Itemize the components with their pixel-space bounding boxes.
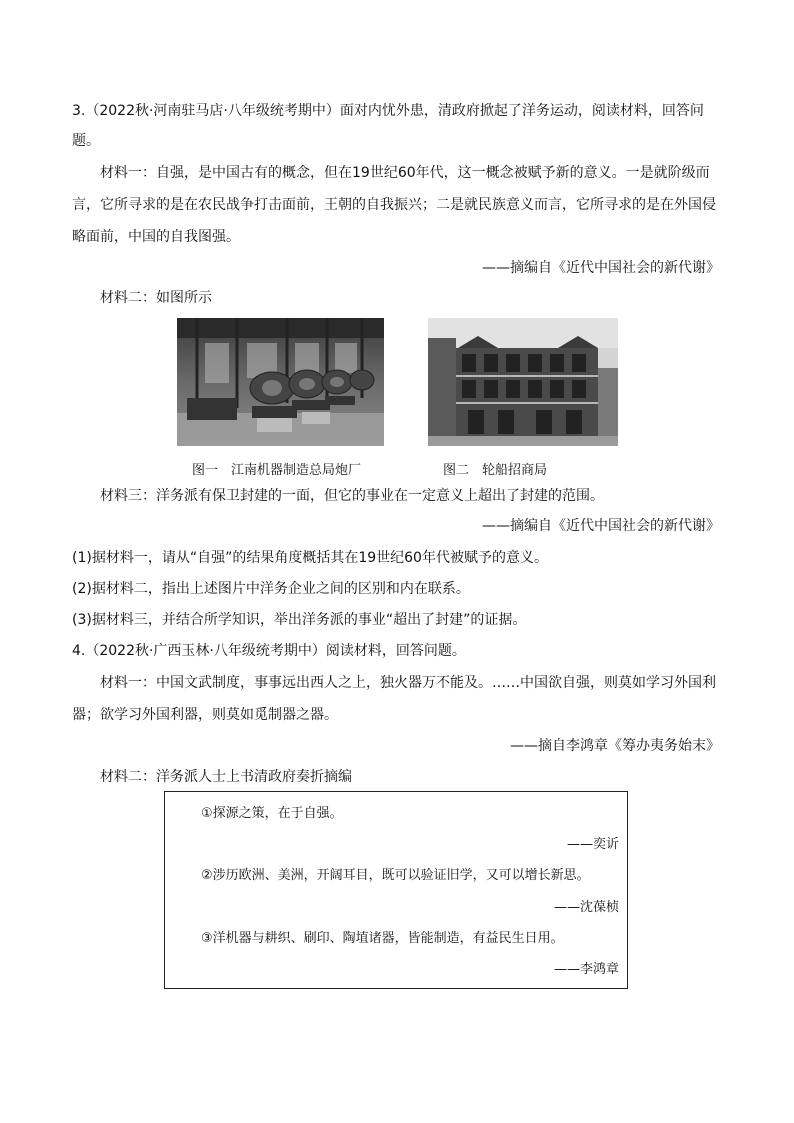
figure1-factory-photo xyxy=(177,318,384,446)
q4-material1-source: ——摘自李鸿章《筹办夷务始末》 xyxy=(510,738,720,754)
q3-subquestion-3: (3)据材料三，并结合所学知识，举出洋务派的事业“超出了封建”的证据。 xyxy=(72,612,527,628)
q3-material3-source: ——摘编自《近代中国社会的新代谢》 xyxy=(482,518,720,534)
quote-1-text: ①探源之策，在于自强。 xyxy=(201,806,343,821)
q4-material2-label: 材料二：洋务派人士上书清政府奏折摘编 xyxy=(100,769,352,785)
quote-2-text: ②涉历欧洲、美洲，开阔耳目，既可以验证旧学，又可以增长新思。 xyxy=(201,868,590,883)
quote-3-text: ③洋机器与耕织、刷印、陶埴诸器，皆能制造，有益民生日用。 xyxy=(201,931,564,946)
figure2-caption: 图二 轮船招商局 xyxy=(443,463,548,478)
q4-material1-line1: 材料一：中国文武制度，事事远出西人之上，独火器万不能及。……中国欲自强，则莫如学习外国利 xyxy=(100,675,716,691)
memorial-excerpt-box xyxy=(164,791,628,989)
q3-intro-line2: 题。 xyxy=(72,133,100,149)
q3-material1-line3: 略面前，中国的自我图强。 xyxy=(72,229,240,245)
q3-material1-line2: 言，它所寻求的是在农民战争打击面前，王朝的自我振兴；二是就民族意义而言，它所寻求的是在外国侵 xyxy=(72,197,716,213)
q3-material2-label: 材料二：如图所示 xyxy=(100,290,212,306)
q3-subquestion-2: (2)据材料二，指出上述图片中洋务企业之间的区别和内在联系。 xyxy=(72,581,470,597)
q3-subquestion-1: (1)据材料一，请从“自强”的结果角度概括其在19世纪60年代被赋予的意义。 xyxy=(72,550,548,566)
building-illustration xyxy=(428,318,618,446)
q3-intro-line1: 3.（2022秋·河南驻马店·八年级统考期中）面对内忧外患，清政府掀起了洋务运动，阅读材料，回答问 xyxy=(72,103,704,119)
q3-material1-line1: 材料一：自强，是中国古有的概念，但在19世纪60年代，这一概念被赋予新的意义。一是就阶级而 xyxy=(100,165,710,181)
q4-intro: 4.（2022秋·广西玉林·八年级统考期中）阅读材料，回答问题。 xyxy=(72,643,466,659)
quote-1-author: ——奕䜣 xyxy=(566,837,619,852)
quote-3-author: ——李鸿章 xyxy=(553,962,619,977)
figure2-building-photo xyxy=(428,318,618,446)
q3-material1-source: ——摘编自《近代中国社会的新代谢》 xyxy=(482,260,720,276)
quote-2-author: ——沈葆桢 xyxy=(553,900,619,915)
figure1-caption: 图一 江南机器制造总局炮厂 xyxy=(192,463,362,478)
q3-material3-line1: 材料三：洋务派有保卫封建的一面，但它的事业在一定意义上超出了封建的范围。 xyxy=(100,488,604,504)
q4-material1-line2: 器；欲学习外国利器，则莫如觅制器之器。 xyxy=(72,707,338,723)
factory-illustration xyxy=(177,318,384,446)
